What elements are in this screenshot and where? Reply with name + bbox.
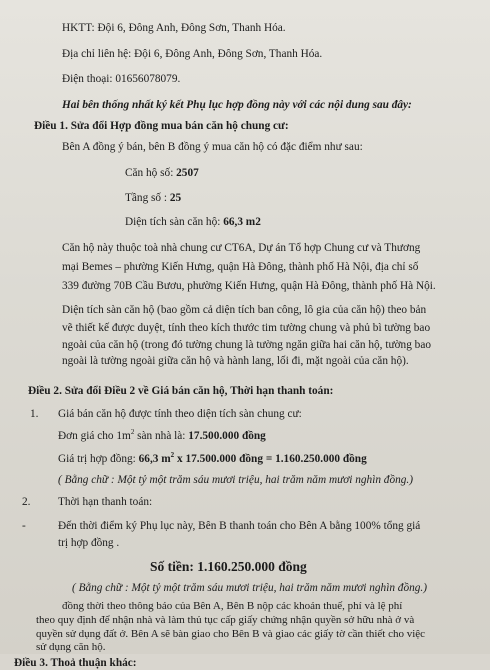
item-2-text: Thời hạn thanh toán:: [58, 496, 153, 508]
amount-in-words-2: ( Bằng chữ : Một tỷ một trăm sáu mươi triệu, hai trăm năm mươi nghìn đồng.): [72, 582, 427, 594]
unit-price-label: Đơn giá cho 1m: [58, 430, 131, 442]
item-2-number: 2.: [22, 496, 31, 508]
apartment-area-value: 66,3 m2: [223, 216, 261, 228]
phone-line: Điện thoại: 01656078079.: [62, 73, 181, 85]
payment-amount: Số tiền: 1.160.250.000 đồng: [150, 559, 307, 574]
payment-line: Đến thời điểm ký Phụ lục này, Bên B thanh toán cho Bên A bằng 100% tổng giá: [58, 520, 421, 532]
agreement-line: Hai bên thống nhất ký kết Phụ lục hợp đồng này với các nội dung sau đây:: [62, 99, 412, 111]
unit-price-value: 17.500.000 đồng: [188, 430, 266, 442]
area-description-line: vẽ thiết kế được duyệt, tính theo kích thước tim tường chung và phủ bì tường bao: [62, 322, 431, 334]
area-description-line: ngoài là tường ngoài giữa căn hộ và hành lang, lối đi, mặt ngoài của căn hộ).: [62, 355, 409, 367]
unit-price-superscript: 2: [130, 428, 135, 437]
payment-dash: -: [22, 520, 26, 532]
hktt-line: HKTT: Đội 6, Đông Anh, Đông Sơn, Thanh Hóa.: [62, 22, 286, 34]
article-1-intro: Bên A đồng ý bán, bên B đồng ý mua căn hộ có đặc điểm như sau:: [62, 141, 363, 153]
notice-line: theo quy định để nhận nhà và làm thủ tục cấp giấy chứng nhận quyền sở hữu nhà ở và: [36, 614, 415, 626]
apartment-number-line: [125, 167, 199, 180]
location-line: Căn hộ này thuộc toà nhà chung cư CT6A, Dự án Tổ hợp Chung cư và Thương: [62, 242, 421, 254]
article-3-title: Điều 3. Thoả thuận khác:: [14, 657, 137, 669]
unit-price-line: [58, 430, 266, 443]
unit-price-mid: sàn nhà là:: [134, 430, 189, 442]
contract-area-superscript: 2: [170, 451, 175, 460]
area-description-line: Diện tích sàn căn hộ (bao gồm cả diện tích ban công, lô gia của căn hộ) theo bản: [62, 304, 427, 316]
item-1-number: 1.: [30, 408, 39, 420]
notice-line: đồng thời theo thông báo của Bên A, Bên B nộp các khoản thuế, phí và lệ phí: [62, 600, 403, 612]
payment-line: trị hợp đồng .: [58, 537, 120, 549]
contract-value-line: [58, 453, 367, 466]
apartment-number-label: Căn hộ số:: [125, 167, 177, 179]
floor-number-line: [125, 192, 181, 205]
apartment-number-value: 2507: [176, 167, 199, 179]
notice-line: quyền sử dụng đất ở. Bên A sẽ bàn giao cho Bên B và giao các giấy tờ cần thiết cho việc: [36, 628, 426, 640]
contract-area: 66,3 m: [138, 453, 171, 465]
floor-number-label: Tầng số :: [125, 192, 170, 204]
location-line: mại Bemes – phường Kiến Hưng, quận Hà Đông, thành phố Hà Nội, địa chỉ số: [62, 261, 419, 273]
contract-value-label: Giá trị hợp đồng:: [58, 453, 139, 465]
item-1-text: Giá bán căn hộ được tính theo diện tích sàn chung cư:: [58, 408, 302, 420]
floor-number-value: 25: [169, 192, 182, 204]
article-2-title: Điều 2. Sửa đổi Điều 2 về Giá bán căn hộ, Thời hạn thanh toán:: [28, 385, 334, 397]
location-line: 339 đường 70B Cầu Bươu, phường Kiến Hưng, quận Hà Đông, thành phố Hà Nội.: [62, 280, 436, 292]
article-1-title: Điều 1. Sửa đổi Hợp đồng mua bán căn hộ chung cư:: [34, 120, 289, 132]
apartment-area-line: [125, 216, 261, 229]
apartment-area-label: Diện tích sàn căn hộ:: [125, 216, 224, 228]
amount-in-words-1: ( Bằng chữ : Một tỷ một trăm sáu mươi triệu, hai trăm năm mươi nghìn đồng.): [58, 474, 413, 486]
notice-line: sử dụng căn hộ.: [36, 641, 106, 653]
contact-address-line: Địa chỉ liên hệ: Đội 6, Đông Anh, Đông Sơn, Thanh Hóa.: [62, 48, 323, 60]
contract-value-calc: x 17.500.000 đồng = 1.160.250.000 đồng: [174, 453, 367, 465]
area-description-line: ngoài của căn hộ (trong đó tường chung là tường ngăn giữa hai căn hộ, tường bao: [62, 339, 431, 351]
